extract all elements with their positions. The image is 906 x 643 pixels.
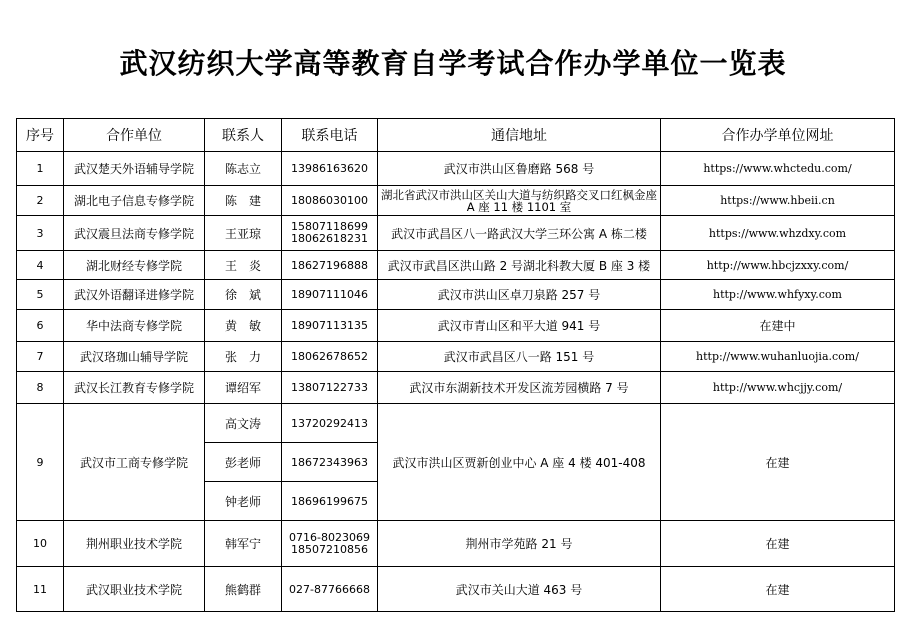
cell-contact: 徐 斌	[205, 280, 282, 310]
cell-website: 在建	[661, 567, 895, 612]
cell-phone: 13986163620	[282, 152, 378, 186]
cell-address: 荆州市学苑路 21 号	[378, 521, 661, 567]
cell-seq: 3	[17, 216, 64, 251]
cell-address: 武汉市东湖新技术开发区流芳园横路 7 号	[378, 372, 661, 404]
phone-line: 18062618231	[291, 232, 368, 245]
cell-phone: 18696199675	[282, 482, 378, 521]
cell-unit: 武汉长江教育专修学院	[64, 372, 205, 404]
phone-line: 15807118699	[291, 220, 368, 233]
table-row	[17, 567, 895, 612]
cell-website: http://www.whfyxy.com	[661, 280, 895, 310]
phone-line: 0716-8023069	[289, 530, 370, 544]
cell-unit: 武汉市工商专修学院	[64, 404, 205, 521]
cell-phone: 18672343963	[282, 443, 378, 482]
phone-line: 18507210856	[291, 542, 368, 556]
header-row	[17, 119, 895, 152]
cell-address: 武汉市武昌区洪山路 2 号湖北科教大厦 B 座 3 楼	[378, 251, 661, 280]
header-contact: 联系人	[205, 119, 282, 152]
cell-unit: 武汉职业技术学院	[64, 567, 205, 612]
cell-phone: 18907113135	[282, 310, 378, 342]
header-unit: 合作单位	[64, 119, 205, 152]
cell-seq: 8	[17, 372, 64, 404]
cell-phone: 13807122733	[282, 372, 378, 404]
cell-website: http://www.whcjjy.com/	[661, 372, 895, 404]
cell-phone: 13720292413	[282, 404, 378, 443]
header-phone: 联系电话	[282, 119, 378, 152]
cell-website: https://www.whctedu.com/	[661, 152, 895, 186]
cell-contact: 陈 建	[205, 186, 282, 216]
cell-address: 武汉市洪山区卓刀泉路 257 号	[378, 280, 661, 310]
cell-contact: 熊鹤群	[205, 567, 282, 612]
cell-website: http://www.wuhanluojia.com/	[661, 342, 895, 372]
cell-seq: 10	[17, 521, 64, 567]
cell-unit: 华中法商专修学院	[64, 310, 205, 342]
table-row	[17, 404, 895, 443]
cell-phone: 18062678652	[282, 342, 378, 372]
cell-contact: 王 炎	[205, 251, 282, 280]
cell-contact: 王亚琼	[205, 216, 282, 251]
cell-address: 武汉市青山区和平大道 941 号	[378, 310, 661, 342]
table-row	[17, 251, 895, 280]
table-row	[17, 342, 895, 372]
header-seq: 序号	[17, 119, 64, 152]
table-row	[17, 186, 895, 216]
cell-contact: 钟老师	[205, 482, 282, 521]
table-row	[17, 310, 895, 342]
cell-seq: 1	[17, 152, 64, 186]
header-website: 合作办学单位网址	[661, 119, 895, 152]
header-address: 通信地址	[378, 119, 661, 152]
table-row	[17, 372, 895, 404]
cell-unit: 武汉外语翻译进修学院	[64, 280, 205, 310]
cell-unit: 武汉珞珈山辅导学院	[64, 342, 205, 372]
cell-seq: 5	[17, 280, 64, 310]
cell-address: 武汉市武昌区八一路武汉大学三环公寓 A 栋二楼	[378, 216, 661, 251]
cell-website: https://www.whzdxy.com	[661, 216, 895, 251]
cell-phone: 027-87766668	[282, 567, 378, 612]
cell-phone: 18907111046	[282, 280, 378, 310]
cell-seq: 7	[17, 342, 64, 372]
cell-contact: 谭绍军	[205, 372, 282, 404]
cell-contact: 陈志立	[205, 152, 282, 186]
cell-phone	[282, 521, 378, 567]
table-row	[17, 280, 895, 310]
cell-website: http://www.hbcjzxxy.com/	[661, 251, 895, 280]
cell-website: 在建	[661, 521, 895, 567]
cell-contact: 高文涛	[205, 404, 282, 443]
cell-contact: 黄 敏	[205, 310, 282, 342]
cell-unit: 武汉楚天外语辅导学院	[64, 152, 205, 186]
cell-contact: 彭老师	[205, 443, 282, 482]
cell-address: 武汉市武昌区八一路 151 号	[378, 342, 661, 372]
cell-unit: 荆州职业技术学院	[64, 521, 205, 567]
cell-seq: 4	[17, 251, 64, 280]
cell-website: 在建	[661, 404, 895, 521]
cell-phone: 18627196888	[282, 251, 378, 280]
units-table	[16, 118, 895, 612]
cell-seq: 9	[17, 404, 64, 521]
cell-seq: 6	[17, 310, 64, 342]
cell-address: 武汉市关山大道 463 号	[378, 567, 661, 612]
cell-contact: 张 力	[205, 342, 282, 372]
table-row	[17, 216, 895, 251]
cell-phone	[282, 216, 378, 251]
cell-contact: 韩军宁	[205, 521, 282, 567]
cell-address: 武汉市洪山区鲁磨路 568 号	[378, 152, 661, 186]
page-title: 武汉纺织大学高等教育自学考试合作办学单位一览表	[119, 47, 787, 80]
cell-unit: 湖北电子信息专修学院	[64, 186, 205, 216]
cell-seq: 2	[17, 186, 64, 216]
cell-phone: 18086030100	[282, 186, 378, 216]
cell-address: 湖北省武汉市洪山区关山大道与纺织路交叉口红枫金座 A 座 11 楼 1101 室	[378, 186, 661, 216]
cell-website: https://www.hbeii.cn	[661, 186, 895, 216]
cell-unit: 湖北财经专修学院	[64, 251, 205, 280]
cell-website: 在建中	[661, 310, 895, 342]
table-row	[17, 152, 895, 186]
cell-unit: 武汉震旦法商专修学院	[64, 216, 205, 251]
table-row	[17, 521, 895, 567]
cell-seq: 11	[17, 567, 64, 612]
cell-address: 武汉市洪山区贾新创业中心 A 座 4 楼 401-408	[378, 404, 661, 521]
